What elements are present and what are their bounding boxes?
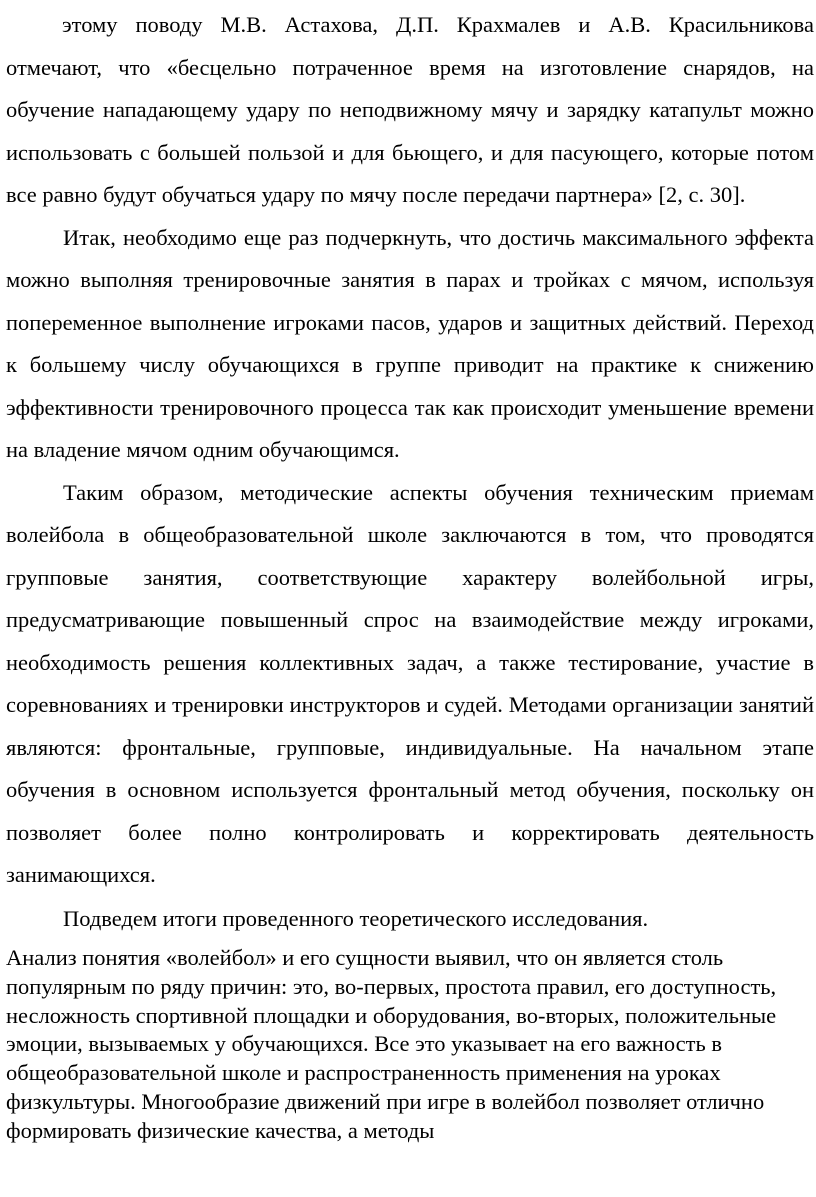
paragraph-2: Итак, необходимо еще раз подчеркнуть, что достичь максимального эффекта можно выполняя тренировочные занятия в парах и тройках с мячом, используя попеременное выполнение игроками пасов, ударов и защитных действий. Переход к большему числу обучающихся в группе приводит на практике к снижению эффективности тренировочного процесса так как происходит уменьшение времени на владение мячом одним обучающимся. <box>6 224 814 462</box>
paragraph-5: Анализ понятия «волейбол» и его сущности выявил, что он является столь популярным по ряду причин: это, во-первых, простота правил, его доступность, несложность спортивной площадки и оборудования, во-вторых, положительные эмоции, вызываемых у обучающихся. Все это указывает на его важность в общеобразовательной школе и распространенность применения на уроках физкультуры. Многообразие движений при игре в волейбол позволяет отлично формировать физические качества, а методы <box>6 945 777 1143</box>
paragraph-3: Таким образом, методические аспекты обучения техническим приемам волейбола в общеобразовательной школе заключаются в том, что проводятся групповые занятия, соответствующие характеру волейбольной игры, предусматривающие повышенный спрос на взаимодействие между игроками, необходимость решения коллективных задач, а также тестирование, участие в соревнованиях и тренировки инструкторов и судей. Методами организации занятий являются: фронтальные, групповые, индивидуальные. На начальном этапе обучения в основном используется фронтальный метод обучения, поскольку он позволяет более полно контролировать и корректировать деятельность занимающихся. <box>6 479 814 887</box>
document-page <box>6 0 814 1146</box>
paragraph-1: этому поводу М.В. Астахова, Д.П. Крахмалев и А.В. Красильникова отмечают, что «бесцельно потраченное время на изготовление снарядов, на обучение нападающему удару по неподвижному мячу и зарядку катапульт можно использовать с большей пользой и для бьющего, и для пасующего, которые потом все равно будут обучаться удару по мячу после передачи партнера» [2, с. 30]. <box>6 12 814 207</box>
summary-heading-paragraph: Подведем итоги проведенного теоретического исследования. <box>63 905 649 931</box>
